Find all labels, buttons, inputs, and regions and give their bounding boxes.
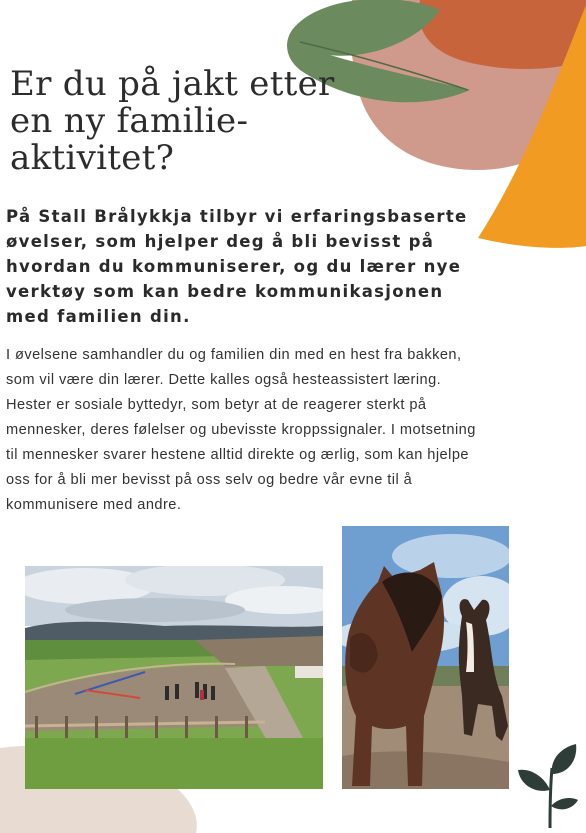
title-line: Er du på jakt etter — [10, 64, 335, 104]
body-line: oss for å bli mer bevisst på oss selv og bedre vår evne til å — [6, 472, 413, 488]
lead-line: hvordan du kommuniserer, og du lærer nye — [6, 257, 462, 276]
sprout-icon — [516, 740, 580, 830]
page-title — [10, 66, 380, 177]
body-line: kommunisere med andre. — [6, 497, 182, 513]
body-paragraph — [6, 343, 546, 518]
lead-line: På Stall Brålykkja tilbyr vi erfaringsbaserte — [6, 207, 468, 226]
arena-photo — [25, 566, 323, 789]
body-line: som vil være din lærer. Dette kalles også hesteassistert læring. — [6, 372, 442, 388]
title-line: en ny familie- — [10, 101, 249, 141]
body-line: I øvelsene samhandler du og familien din med en hest fra bakken, — [6, 347, 462, 363]
body-line: Hester er sosiale byttedyr, som betyr at de reagerer sterkt på — [6, 397, 427, 413]
title-line: aktivitet? — [10, 138, 175, 178]
lead-paragraph — [6, 204, 526, 329]
body-line: mennesker, deres følelser og ubevisste kroppssignaler. I motsetning — [6, 422, 476, 438]
horses-photo — [342, 526, 509, 789]
lead-line: øvelser, som hjelper deg å bli bevisst på — [6, 232, 435, 251]
lead-line: verktøy som kan bedre kommunikasjonen — [6, 282, 444, 301]
body-line: til mennesker svarer hestene alltid direkte og ærlig, som kan hjelpe — [6, 447, 469, 463]
lead-line: med familien din. — [6, 307, 191, 326]
